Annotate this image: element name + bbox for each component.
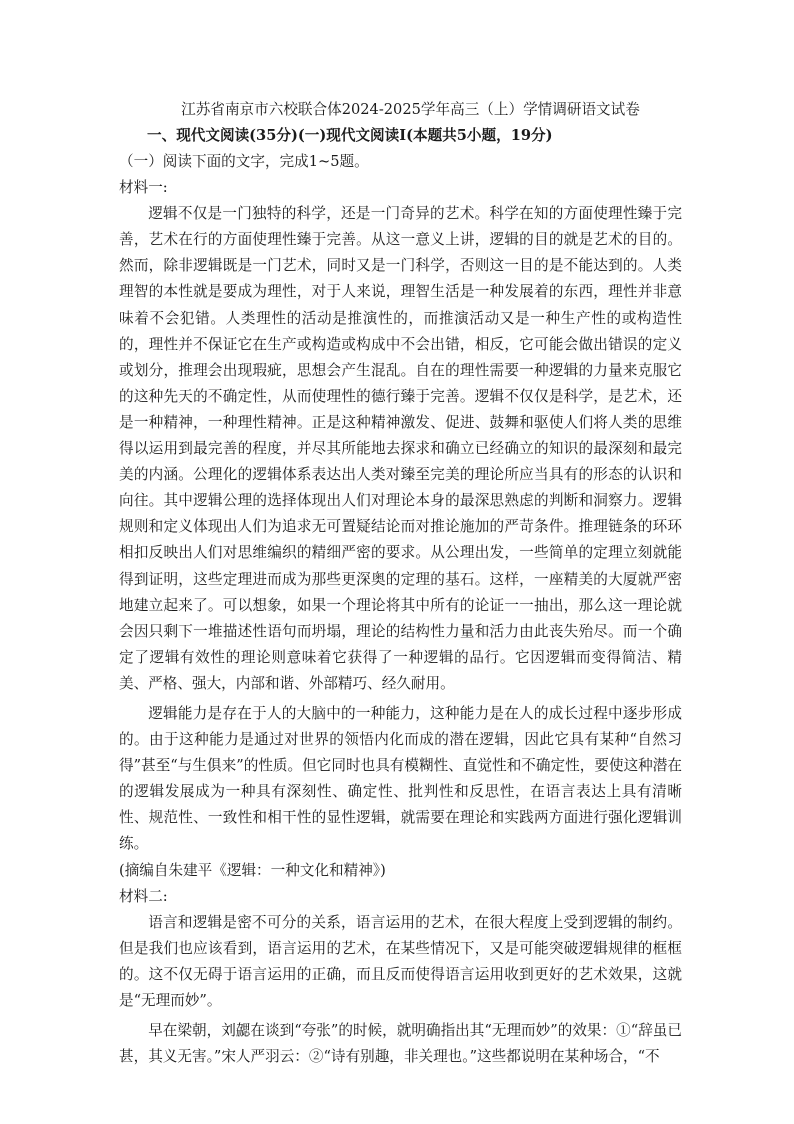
material-one-source: (摘编自朱建平《逻辑：一种文化和精神》)	[119, 861, 386, 879]
material-two-paragraph-1: 语言和逻辑是密不可分的关系，语言运用的艺术，在很大程度上受到逻辑的制约。但是我们也应该看到，语言运用的艺术，在某些情况下，又是可能突破逻辑规律的框框的。这不仅无碍于语言运用的正确，而且反而使得语言运用收到更好的艺术效果，这就是“无理而妙”。	[119, 913, 682, 1009]
document-title: 江苏省南京市六校联合体2024-2025学年高三（上）学情调研语文试卷	[181, 101, 640, 118]
section-heading: 一、现代文阅读(35分)(一)现代文阅读Ⅰ(本题共5小题，19分)	[147, 127, 553, 144]
material-two-paragraph-2: 早在梁朝，刘勰在谈到“夸张”的时候，就明确指出其“无理而妙”的效果：①“辞虽已甚，其义无害。”宋人严羽云：②“诗有别趣，非关理也。”这些都说明在某种场合，“不	[119, 1022, 682, 1066]
material-two-label: 材料二:	[119, 887, 168, 905]
material-one-label: 材料一:	[119, 179, 168, 197]
material-one-paragraph-1: 逻辑不仅是一门独特的科学，还是一门奇异的艺术。科学在知的方面使理性臻于完善，艺术在行的方面使理性臻于完善。从这一意义上讲，逻辑的目的就是艺术的目的。然而，除非逻辑既是一门艺术，同时又是一门科学，否则这一目的是不能达到的。人类理智的本性就是要成为理性，对于人来说，理智生活是一种发展着的东西，理性并非意味着不会犯错。人类理性的活动是推演性的，而推演活动又是一种生产性的或构造性的，理性并不保证它在生产或构造或构成中不会出错，相反，它可能会做出错误的定义或划分，推理会出现瑕疵，思想会产生混乱。自在的理性需要一种逻辑的力量来克服它的这种先天的不确定性，从而使理性的德行臻于完善。逻辑不仅仅是科学，是艺术，还是一种精神，一种理性精神。正是这种精神激发、促进、鼓舞和驱使人们将人类的思维得以运用到最完善的程度，并尽其所能地去探求和确立已经确立的知识的最深刻和最完美的内涵。公理化的逻辑体系表达出人类对臻至完美的理论所应当具有的形态的认识和向往。其中逻辑公理的选择体现出人们对理论本身的最深思熟虑的判断和洞察力。逻辑规则和定义体现出人们为追求无可置疑结论而对推论施加的严苛条件。推理链条的环环相扣反映出人们对思维编织的精细严密的要求。从公理出发，一些简单的定理立刻就能得到证明，这些定理进而成为那些更深奥的定理的基石。这样，一座精美的大厦就严密地建立起来了。可以想象，如果一个理论将其中所有的论证一一抽出，那么这一理论就会因只剩下一堆描述性语句而坍塌，理论的结构性力量和活力由此丧失殆尽。而一个确定了逻辑有效性的理论则意味着它获得了一种逻辑的品行。它因逻辑而变得简洁、精美、严格、强大，内部和谐、外部精巧、经久耐用。	[119, 205, 682, 692]
material-one-paragraph-2: 逻辑能力是存在于人的大脑中的一种能力，这种能力是在人的成长过程中逐步形成的。由于这种能力是通过对世界的领悟内化而成的潜在逻辑，因此它具有某种“自然习得”甚至“与生俱来”的性质。但它同时也具有模糊性、直觉性和不确定性，要使这种潜在的逻辑发展成为一种具有深刻性、确定性、批判性和反思性，在语言表达上具有清晰性、规范性、一致性和相干性的显性逻辑，就需要在理论和实践两方面进行强化逻辑训练。	[119, 704, 682, 853]
instruction-text: （一）阅读下面的文字，完成1~5题。	[119, 153, 369, 170]
